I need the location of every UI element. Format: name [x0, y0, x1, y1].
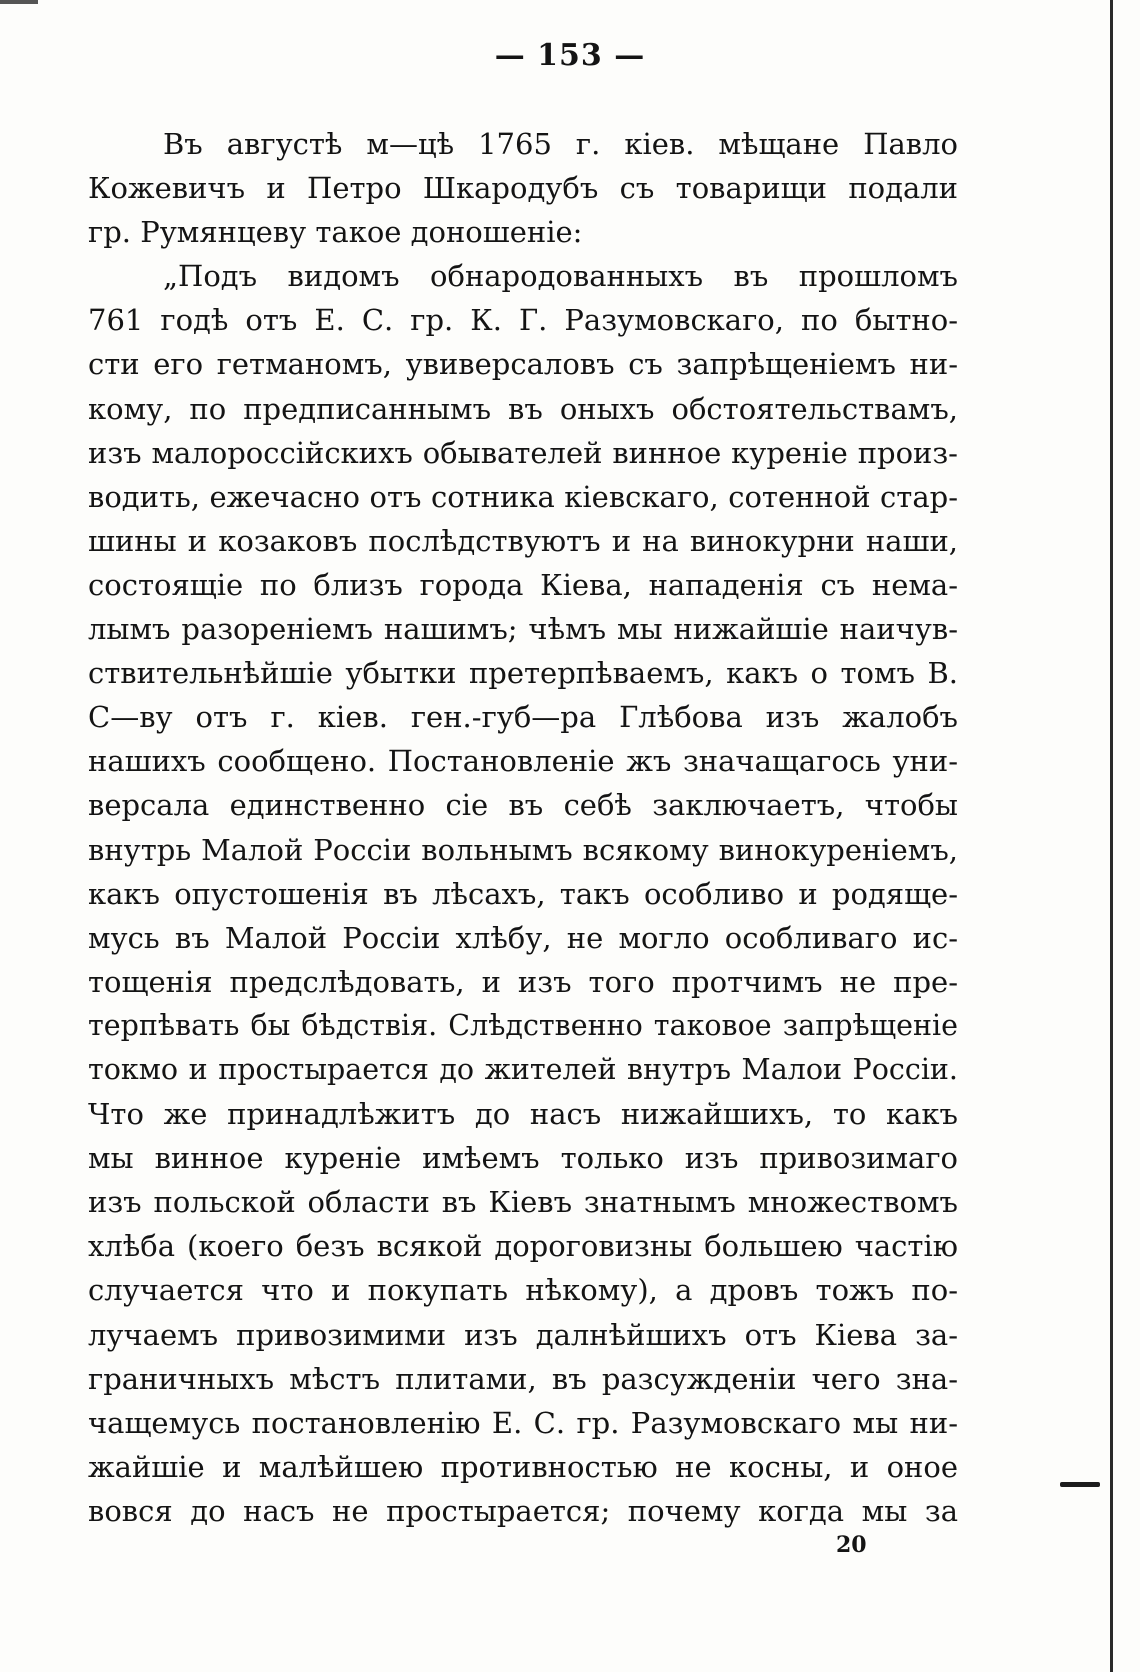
scan-edge-line [1110, 0, 1113, 1672]
text-line: сти его гетманомъ, увиверсаловъ съ запрѣщеніемъ ни- [88, 347, 958, 382]
text-line: нашихъ сообщено. Постановленіе жъ значащагось уни- [88, 744, 958, 779]
text-line: какъ опустошенія въ лѣсахъ, такъ особливо и родяще- [88, 876, 958, 911]
text-line: кому, по предписаннымъ въ оныхъ обстоятельствамъ, [88, 391, 958, 426]
page-number: — 153 — [494, 38, 646, 73]
text-line: гр. Румянцеву такое доношеніе: [88, 215, 583, 250]
text-line: 761 годѣ отъ Е. С. гр. К. Г. Разумовскаго, по бытно- [88, 303, 958, 338]
text-line: версала единственно сіе въ себѣ заключаетъ, чтобы [88, 788, 958, 823]
text-line: чащемусь постановленію Е. С. гр. Разумовскаго мы ни- [88, 1405, 958, 1440]
margin-mark [1060, 1482, 1100, 1487]
text-line: жайшіе и малѣйшею противностью не косны, и оное [88, 1449, 958, 1484]
text-line: внутрь Малой Россіи вольнымъ всякому винокуреніемъ, [88, 832, 958, 867]
text-line: случается что и покупать нѣкому), а дровъ тожъ по- [88, 1273, 958, 1308]
text-line: вовся до насъ не простырается; почему когда мы за [88, 1493, 958, 1528]
text-line: изъ малороссійскихъ обывателей винное куреніе произ- [88, 435, 958, 470]
text-line: водить, ежечасно отъ сотника кіевскаго, сотенной стар- [88, 479, 958, 514]
text-line: граничныхъ мѣстъ плитами, въ разсужденіи чего зна- [88, 1361, 958, 1396]
text-line: С—ву отъ г. кіев. ген.-губ—ра Глѣбова изъ жалобъ [88, 700, 958, 735]
text-line: мы винное куреніе имѣемъ только изъ привозимаго [88, 1141, 958, 1176]
text-line: шины и козаковъ послѣдствуютъ и на винокурни наши, [88, 523, 958, 558]
text-line: ствительнѣйшіе убытки претерпѣваемъ, какъ о томъ В. [88, 656, 958, 691]
text-line: Въ августѣ м—цѣ 1765 г. кіев. мѣщане Павло [163, 127, 958, 161]
text-line: лымъ разореніемъ нашимъ; чѣмъ мы нижайшіе наичув- [88, 612, 958, 647]
text-line: токмо и простырается до жителей внутръ Малои Россіи. [88, 1052, 958, 1086]
text-line: Что же принадлѣжитъ до насъ нижайшихъ, то какъ [88, 1097, 958, 1132]
text-line: мусь въ Малой Россіи хлѣбу, не могло особливаго ис- [88, 920, 958, 955]
scan-corner-mark [0, 0, 38, 4]
text-line: терпѣвать бы бѣдствія. Слѣдственно таковое запрѣщеніе [88, 1008, 958, 1042]
text-line: Кожевичъ и Петро Шкародубъ съ товарищи подали [88, 171, 958, 206]
body-text [88, 122, 958, 1533]
text-line: лучаемъ привозимими изъ далнѣйшихъ отъ Кіева за- [88, 1317, 958, 1352]
text-line: состоящіе по близъ города Кіева, нападенія съ нема- [88, 567, 958, 602]
text-line: изъ польской области въ Кіевъ знатнымъ множествомъ [88, 1185, 958, 1220]
text-line: „Подъ видомъ обнародованныхъ въ прошломъ [163, 259, 958, 294]
text-line: тощенія предслѣдовать, и изъ того протчимъ не пре- [88, 964, 958, 999]
signature-mark: 20 [836, 1532, 867, 1558]
text-line: хлѣба (коего безъ всякой дороговизны большею частію [88, 1229, 958, 1264]
